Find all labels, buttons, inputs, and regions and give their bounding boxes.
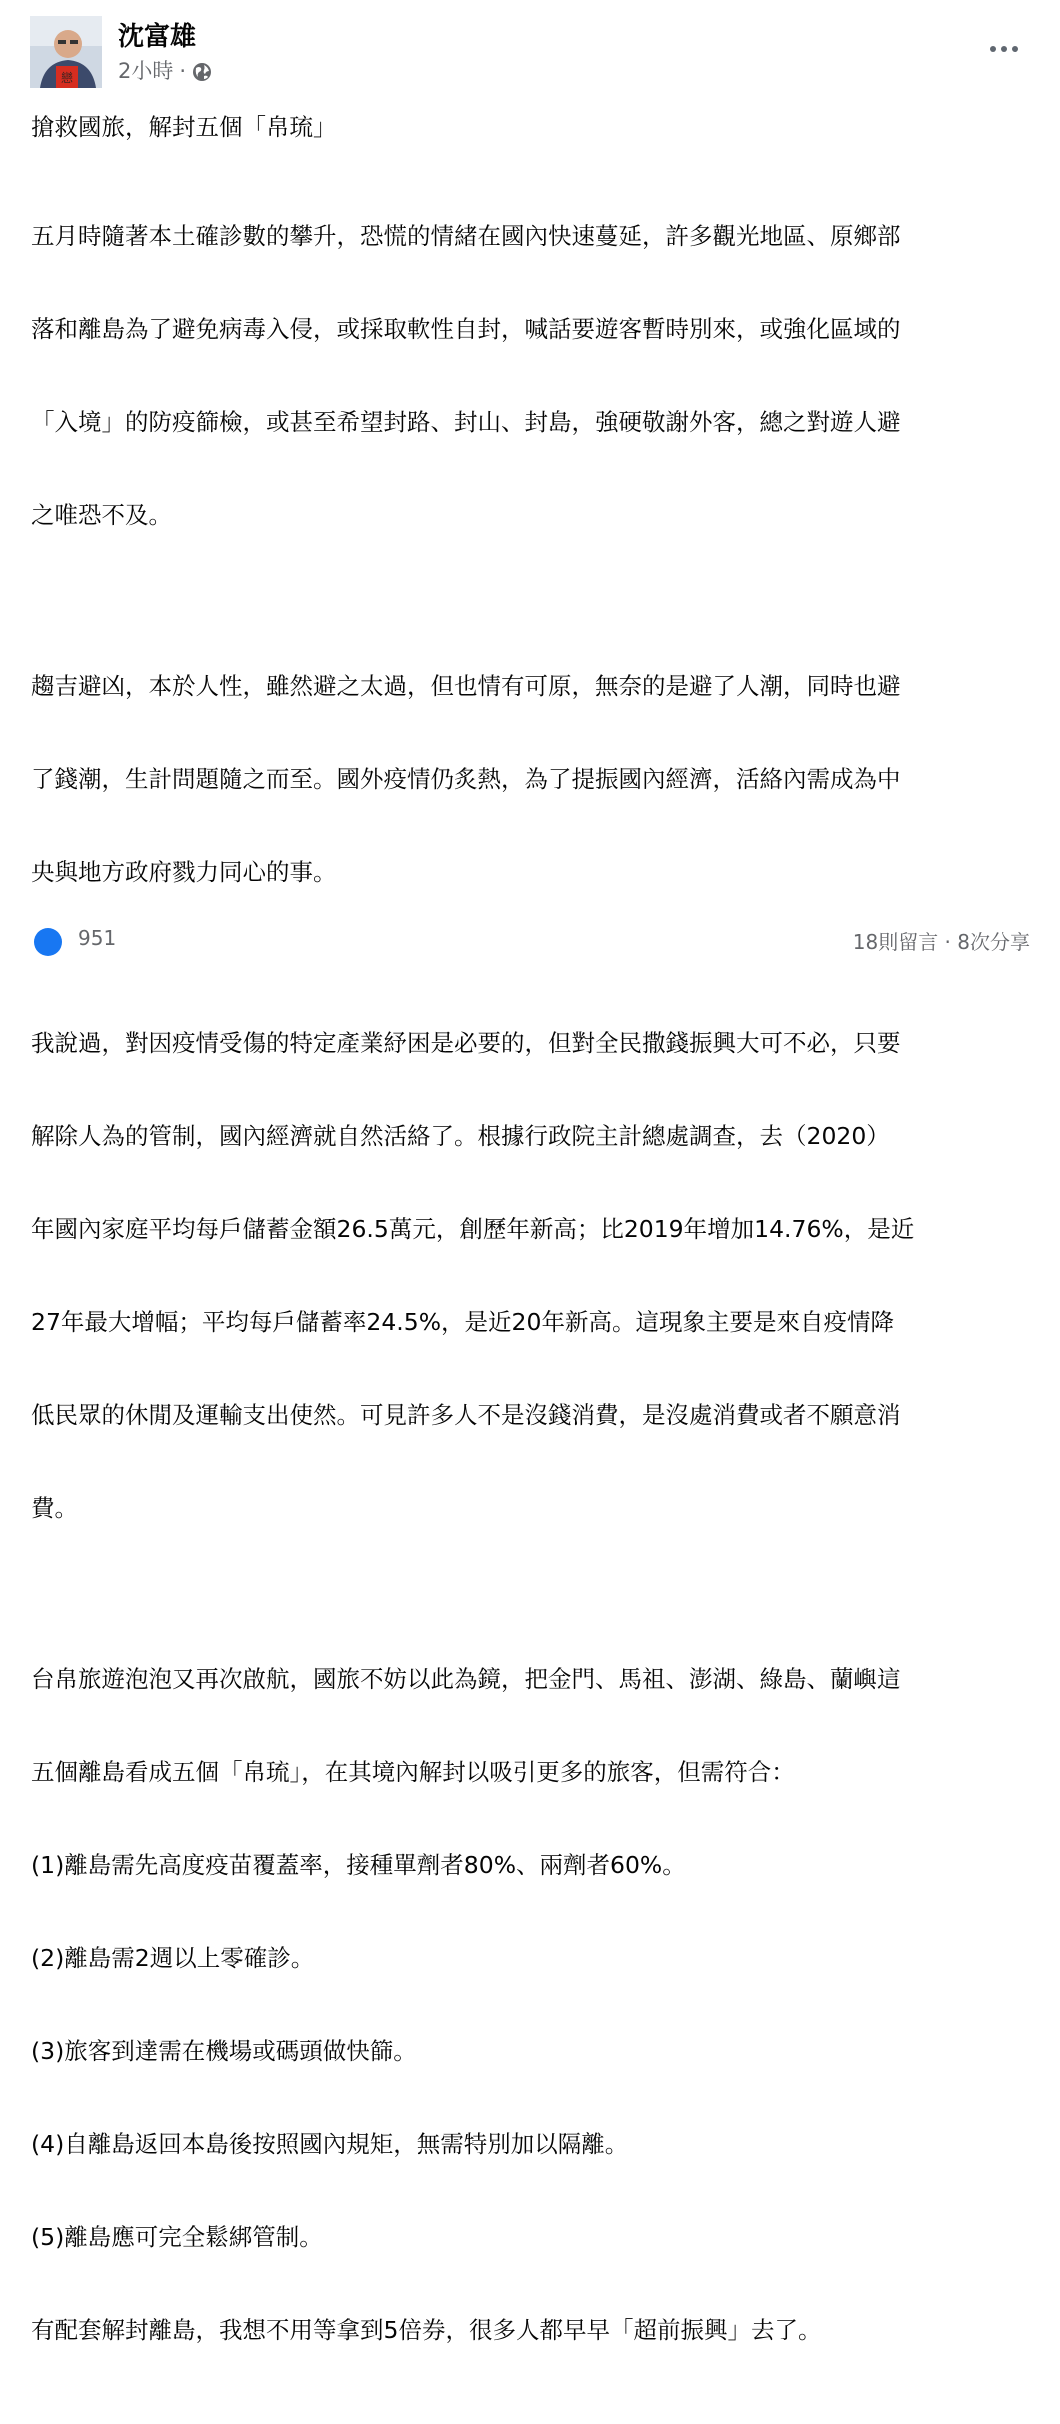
paragraph-line: 解除人為的管制，國內經濟就自然活絡了。根據行政院主計總處調查，去（2020） bbox=[31, 1122, 890, 1150]
paragraph-line: 有配套解封離島，我想不用等拿到5倍券，很多人都早早「超前振興」去了。 bbox=[31, 2316, 822, 2344]
meta-separator: · bbox=[179, 59, 187, 83]
condition-item: (1)離島需先高度疫苗覆蓋率，接種單劑者80%、兩劑者60%。 bbox=[31, 1851, 686, 1879]
post-time[interactable]: 2小時 bbox=[118, 59, 174, 83]
paragraph-line: 五個離島看成五個「帛琉」，在其境內解封以吸引更多的旅客，但需符合： bbox=[31, 1758, 795, 1786]
author-name[interactable]: 沈富雄 bbox=[118, 22, 197, 52]
post-paragraph-3 bbox=[31, 966, 1031, 1586]
paragraph-line: 低民眾的休閒及運輸支出使然。可見許多人不是沒錢消費，是沒處消費或者不願意消 bbox=[31, 1401, 901, 1429]
more-options-icon bbox=[1001, 46, 1007, 52]
author-avatar[interactable] bbox=[30, 16, 102, 88]
more-options-icon bbox=[990, 46, 996, 52]
paragraph-line: 之唯恐不及。 bbox=[31, 501, 172, 529]
paragraph-line: 我說過，對因疫情受傷的特定產業紓困是必要的，但對全民撒錢振興大可不必，只要 bbox=[31, 1029, 901, 1057]
paragraph-line: 趨吉避凶，本於人性，雖然避之太過，但也情有可原，無奈的是避了人潮，同時也避 bbox=[31, 672, 901, 700]
post-paragraph-4 bbox=[31, 1602, 1031, 2408]
paragraph-line: 台帛旅遊泡泡又再次啟航，國旅不妨以此為鏡，把金門、馬祖、澎湖、綠島、蘭嶼這 bbox=[31, 1665, 901, 1693]
more-options-button[interactable] bbox=[982, 34, 1026, 64]
paragraph-line: 央與地方政府戮力同心的事。 bbox=[31, 858, 337, 886]
paragraph-line: 了錢潮，生計問題隨之而至。國外疫情仍炙熱，為了提振國內經濟，活絡內需成為中 bbox=[31, 765, 901, 793]
reaction-count[interactable]: 951 bbox=[78, 926, 117, 950]
paragraph-line: 年國內家庭平均每戶儲蓄金額26.5萬元，創歷年新高；比2019年增加14.76%，是近 bbox=[31, 1215, 915, 1243]
more-options-icon bbox=[1012, 46, 1018, 52]
post-header bbox=[30, 16, 1030, 96]
post-title: 搶救國旅，解封五個「帛琉」 bbox=[31, 113, 337, 141]
paragraph-line: 「入境」的防疫篩檢，或甚至希望封路、封山、封島，強硬敬謝外客，總之對遊人避 bbox=[31, 408, 901, 436]
paragraph-line: 費。 bbox=[31, 1494, 78, 1522]
post-paragraph-2 bbox=[31, 609, 1031, 950]
post-meta bbox=[118, 57, 212, 85]
like-reaction-icon[interactable] bbox=[34, 928, 62, 956]
post-footer bbox=[30, 924, 1030, 954]
globe-icon bbox=[192, 61, 212, 81]
post-content bbox=[31, 112, 1031, 2424]
condition-item: (5)離島應可完全鬆綁管制。 bbox=[31, 2223, 323, 2251]
svg-text:戀: 戀 bbox=[60, 71, 74, 85]
comments-shares-count[interactable]: 18則留言 · 8次分享 bbox=[852, 930, 1030, 954]
paragraph-line: 落和離島為了避免病毒入侵，或採取軟性自封，喊話要遊客暫時別來，或強化區域的 bbox=[31, 315, 901, 343]
paragraph-line: 27年最大增幅；平均每戶儲蓄率24.5%，是近20年新高。這現象主要是來自疫情降 bbox=[31, 1308, 894, 1336]
condition-item: (2)離島需2週以上零確診。 bbox=[31, 1944, 315, 1972]
condition-item: (4)自離島返回本島後按照國內規矩，無需特別加以隔離。 bbox=[31, 2130, 629, 2158]
post-paragraph-1 bbox=[31, 159, 1031, 593]
condition-item: (3)旅客到達需在機場或碼頭做快篩。 bbox=[31, 2037, 417, 2065]
paragraph-line: 五月時隨著本土確診數的攀升，恐慌的情緒在國內快速蔓延，許多觀光地區、原鄉部 bbox=[31, 222, 901, 250]
